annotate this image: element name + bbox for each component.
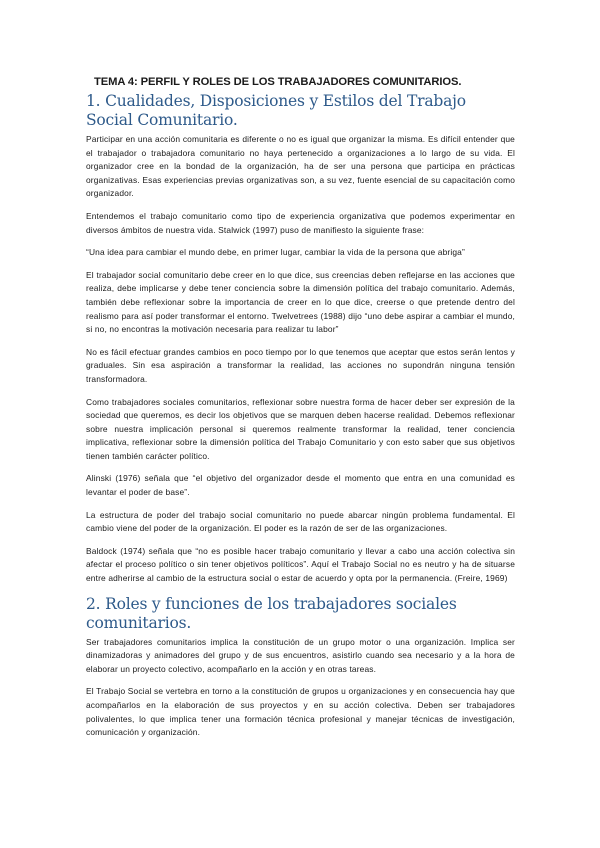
paragraph: Entendemos el trabajo comunitario como tipo de experiencia organizativa que podemos experimentar en diversos ámbitos de nuestra vida. Stalwick (1997) puso de manifiesto la siguiente frase:	[86, 210, 515, 235]
paragraph: Baldock (1974) señala que “no es posible hacer trabajo comunitario y llevar a cabo una acción colectiva sin afectar el proceso político o sin tener objetivos políticos”. Aquí el Trabajo Social no es neutro y ha de situarse entre adherirse al cambio de la estructura social o estar de acuerdo y opta por la permanencia. (Freire, 1969)	[86, 545, 515, 584]
section-2-heading: 2. Roles y funciones de los trabajadores sociales comunitarios.	[86, 594, 457, 632]
quote-paragraph: “Una idea para cambiar el mundo debe, en primer lugar, cambiar la vida de la persona que abriga”	[86, 247, 465, 258]
paragraph: Participar en una acción comunitaria es diferente o no es igual que organizar la misma. Es difícil entender que el trabajador o trabajadora comunitario no haya pertenecido a organizaciones a lo largo de su vida. El organizador cree en la bondad de la organización, ha de ser una persona que participa en prácticas organizativas. Esas experiencias previas organizativas son, a su vez, fuente esencial de su capacitación como organizador.	[86, 134, 515, 199]
paragraph: El trabajador social comunitario debe creer en lo que dice, sus creencias deben reflejarse en las acciones que realiza, debe implicarse y debe tener conciencia sobre la dimensión política del trabajo comunitario. Además, también debe reflexionar sobre la importancia de creer en lo que dice, creerse o que pretende dentro del realismo para así poder transformar el entorno. Twelvetrees (1988) dijo “uno debe aspirar a cambiar el mundo, si no, no encontras la motivación necesaria para realizar tu labor”	[86, 269, 515, 335]
paragraph: No es fácil efectuar grandes cambios en poco tiempo por lo que tenemos que aceptar que estos serán lentos y graduales. Sin esa aspiración a transformar la realidad, las acciones no supondrán ninguna tensión transformadora.	[86, 346, 515, 384]
document-title: TEMA 4: PERFIL Y ROLES DE LOS TRABAJADORES COMUNITARIOS.	[94, 76, 462, 88]
section-1-heading: 1. Cualidades, Disposiciones y Estilos del Trabajo Social Comunitario.	[86, 92, 466, 129]
paragraph: Como trabajadores sociales comunitarios, reflexionar sobre nuestra forma de hacer deber ser expresión de la sociedad que queremos, es decir los objetivos que se marquen deben hacerse realidad. Debemos reflexionar sobre nuestra implicación personal si queremos realmente transformar la realidad, tener conciencia implicativa, reflexionar sobre la dimensión política del Trabajo Comunitario y con esto saber que sus objetivos tienen también carácter político.	[86, 396, 515, 461]
document-body	[86, 76, 515, 749]
paragraph: El Trabajo Social se vertebra en torno a la constitución de grupos u organizaciones y en consecuencia hay que acompañarlos en la elaboración de sus proyectos y en su acción colectiva. Deben ser trabajadores polivalentes, lo que implica tener una formación técnica profesional y manejar técnicas de investigación, comunicación y organización.	[86, 686, 515, 738]
paragraph: Alinski (1976) señala que “el objetivo del organizador desde el momento que entra en una comunidad es levantar el poder de base”.	[86, 473, 515, 498]
paragraph: Ser trabajadores comunitarios implica la constitución de un grupo motor o una organización. Implica ser dinamizadoras y animadores del grupo y de sus encuentros, asistirlo cuando sea necesario y a la hora de elaborar un proyecto colectivo, acompañarlo en la acción y en otras tareas.	[86, 636, 515, 674]
paragraph: La estructura de poder del trabajo social comunitario no puede abarcar ningún problema fundamental. El cambio viene del poder de la organización. El poder es la razón de ser de las organizaciones.	[86, 509, 515, 534]
